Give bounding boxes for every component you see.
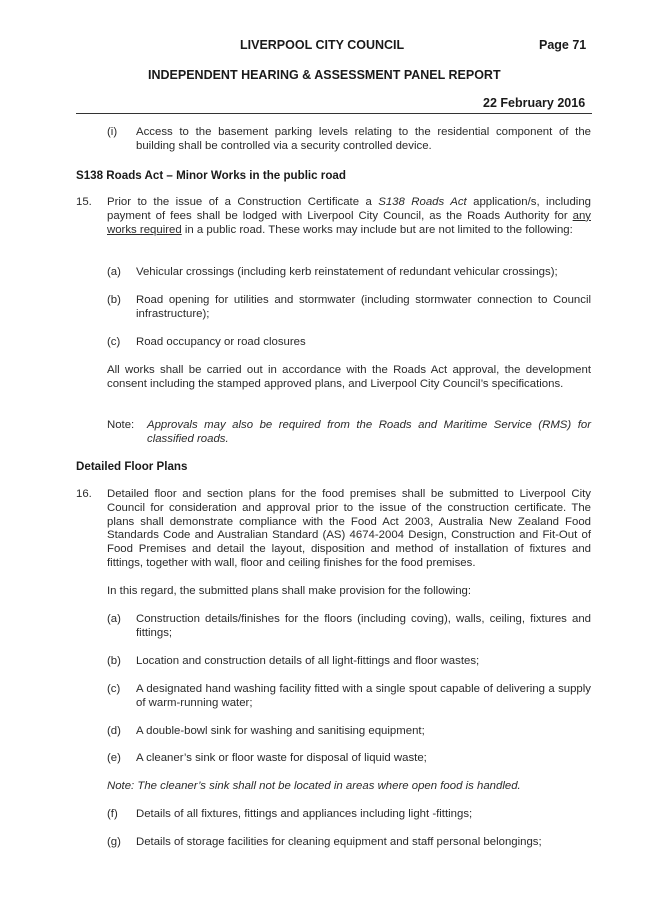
condition-15-text: Prior to the issue of a Construction Certificate a S138 Roads Act application/s, including payment of fees shall be lodged with Liverpool City Council, as the Roads Authority for any works required in a public road. These works may include but are not limited to the following:	[107, 196, 591, 236]
header-rule	[76, 113, 592, 114]
roads-note-label: Note:	[107, 419, 135, 431]
page-number: Page 71	[539, 38, 587, 52]
floor-note: Note: The cleaner’s sink shall not be located in areas where open food is handled.	[107, 780, 521, 792]
floor-item-c-label: (c)	[107, 683, 121, 695]
roads-item-b-label: (b)	[107, 294, 121, 306]
roads-works-paragraph: All works shall be carried out in accordance with the Roads Act approval, the development consent including the stamped approved plans, and Liverpool City Council’s specifications.	[107, 364, 591, 390]
roads-note-text: Approvals may also be required from the Roads and Maritime Service (RMS) for classified roads.	[147, 419, 591, 445]
floor-item-d-label: (d)	[107, 725, 121, 737]
floor-item-d-text: A double-bowl sink for washing and sanitising equipment;	[136, 725, 425, 737]
condition-number-15: 15.	[76, 196, 92, 208]
item-i-label: (i)	[107, 126, 118, 138]
floor-item-b-label: (b)	[107, 655, 121, 667]
floor-item-f-label: (f)	[107, 808, 118, 820]
roads-item-a-text: Vehicular crossings (including kerb reinstatement of redundant vehicular crossings);	[136, 266, 558, 278]
condition-number-16: 16.	[76, 488, 92, 500]
floor-item-g-text: Details of storage facilities for cleaning equipment and staff personal belongings;	[136, 836, 542, 848]
floor-item-a-text: Construction details/finishes for the floors (including coving), walls, ceiling, fixtures and fittings;	[136, 613, 591, 639]
floor-item-a-label: (a)	[107, 613, 121, 625]
floor-plans-regard: In this regard, the submitted plans shall make provision for the following:	[107, 585, 472, 597]
report-date: 22 February 2016	[483, 96, 586, 110]
condition-16-text: Detailed floor and section plans for the food premises shall be submitted to Liverpool City Council for consideration and approval prior to the issue of the construction certificate. The plans shall demonstrate compliance with the Food Act 2003, Australia New Zealand Food Standards Code and Australian Standard (AS) 4674-2004 Design, Construction and Fit-Out of Food Premises and detail the layout, disposition and method of installation of fixtures and fittings, together with wall, floor and ceiling finishes for the food premises.	[107, 488, 591, 569]
floor-item-b-text: Location and construction details of all light-fittings and floor wastes;	[136, 655, 480, 667]
floor-item-c-text: A designated hand washing facility fitted with a single spout capable of delivering a supply of warm-running water;	[136, 683, 591, 709]
section-heading-roads-act: S138 Roads Act – Minor Works in the public road	[76, 169, 346, 182]
roads-item-b-text: Road opening for utilities and stormwater (including stormwater connection to Council infrastructure);	[136, 294, 591, 320]
roads-item-a-label: (a)	[107, 266, 121, 278]
roads-item-c-text: Road occupancy or road closures	[136, 336, 306, 348]
floor-item-g-label: (g)	[107, 836, 121, 848]
floor-item-f-text: Details of all fixtures, fittings and appliances including light -fittings;	[136, 808, 473, 820]
floor-item-e-text: A cleaner’s sink or floor waste for disposal of liquid waste;	[136, 752, 427, 764]
item-i-text: Access to the basement parking levels relating to the residential component of the building shall be controlled via a security controlled device.	[136, 126, 591, 152]
council-name: LIVERPOOL CITY COUNCIL	[240, 38, 405, 52]
roads-item-c-label: (c)	[107, 336, 121, 348]
report-title: INDEPENDENT HEARING & ASSESSMENT PANEL REPORT	[148, 68, 501, 82]
section-heading-floor-plans: Detailed Floor Plans	[76, 460, 188, 473]
floor-item-e-label: (e)	[107, 752, 121, 764]
